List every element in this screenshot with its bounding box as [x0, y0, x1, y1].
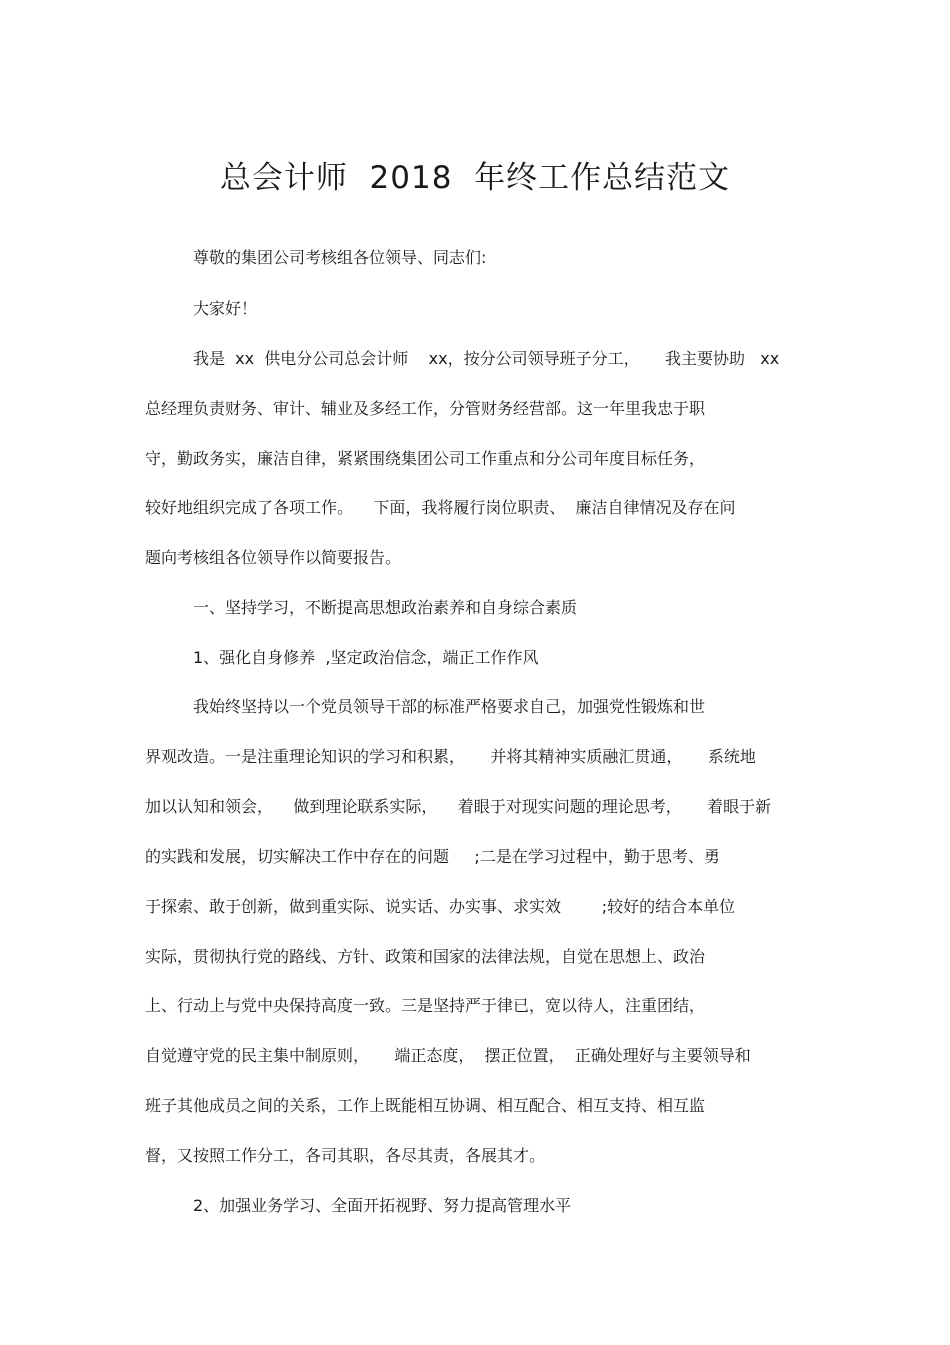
paragraph-line: 题向考核组各位领导作以简要报告。: [145, 548, 402, 567]
paragraph-line: 较好地组织完成了各项工作。 下面，我将履行岗位职责、 廉洁自律情况及存在问: [145, 498, 736, 517]
subsection-heading: 2、加强业务学习、全面开拓视野、努力提高管理水平: [193, 1196, 572, 1215]
paragraph-line: 我是 xx 供电分公司总会计师 xx，按分公司领导班子分工， 我主要协助 xx: [193, 349, 780, 368]
paragraph-line: 守，勤政务实，廉洁自律，紧紧围绕集团公司工作重点和分公司年度目标任务，: [145, 449, 706, 468]
paragraph-line: 实际，贯彻执行党的路线、方针、政策和国家的法律法规，自觉在思想上、政治: [145, 947, 706, 966]
salutation-line: 尊敬的集团公司考核组各位领导、同志们:: [193, 248, 487, 267]
paragraph-line: 界观改造。一是注重理论知识的学习和积累， 并将其精神实质融汇贯通， 系统地: [145, 747, 756, 766]
paragraph-line: 的实践和发展，切实解决工作中存在的问题 ;二是在学习过程中，勤于思考、勇: [145, 847, 720, 866]
greeting-line: 大家好！: [193, 299, 258, 318]
subsection-heading: 1、强化自身修养 ,坚定政治信念，端正工作作风: [193, 648, 539, 667]
paragraph-line: 加以认知和领会， 做到理论联系实际， 着眼于对现实问题的理论思考， 着眼于新: [145, 797, 772, 816]
section-heading: 一、坚持学习，不断提高思想政治素养和自身综合素质: [193, 598, 578, 617]
paragraph-line: 总经理负责财务、审计、辅业及多经工作，分管财务经营部。这一年里我忠于职: [145, 399, 706, 418]
paragraph-line: 督，又按照工作分工，各司其职，各尽其责，各展其才。: [145, 1146, 546, 1165]
paragraph-line: 班子其他成员之间的关系，工作上既能相互协调、相互配合、相互支持、相互监: [145, 1096, 706, 1115]
paragraph-line: 我始终坚持以一个党员领导干部的标准严格要求自己，加强党性锻炼和世: [193, 697, 706, 716]
document-title: 总会计师 2018 年终工作总结范文: [219, 160, 731, 196]
paragraph-line: 于探索、敢于创新，做到重实际、说实话、办实事、求实效 ;较好的结合本单位: [145, 897, 736, 916]
paragraph-line: 自觉遵守党的民主集中制原则， 端正态度， 摆正位置， 正确处理好与主要领导和: [145, 1046, 751, 1065]
paragraph-line: 上、行动上与党中央保持高度一致。三是坚持严于律已，宽以待人，注重团结，: [145, 996, 706, 1015]
